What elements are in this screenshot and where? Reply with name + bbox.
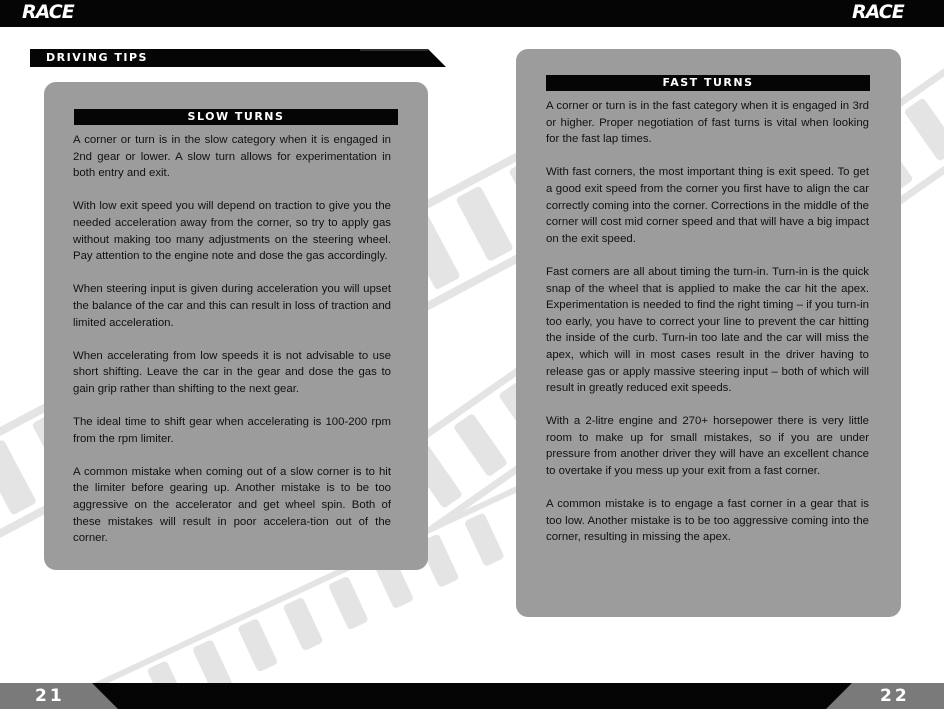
slow-turns-heading: SLOW TURNS [74,109,398,125]
paragraph: A corner or turn is in the fast category when it is engaged in 3rd or higher. Proper negotiation of fast turns is vital when looking for the fast lap times. [546,100,869,146]
page-number-right [824,683,944,709]
paragraph: A common mistake when coming out of a slow corner is to hit the limiter before gearing up. Another mistake is to be too aggressive on the accelerator and get wheel spin. Both of these mistakes will result in poor accelera-tion out of the corner. [73,465,391,545]
section-header [30,49,446,67]
logo-left-text: RACE [22,1,74,23]
fast-turns-panel [516,49,901,617]
fast-turns-heading: FAST TURNS [546,75,870,91]
paragraph: When accelerating from low speeds it is not advisable to use short shifting. Leave the car in the gear and dose the gas to gain grip rather than shifting to the next gear. [73,349,391,395]
section-title: DRIVING TIPS [46,51,148,64]
bottom-bar [0,683,944,709]
paragraph: With fast corners, the most important thing is exit speed. To get a good exit speed from the corner you first have to align the car correctly coming into the corner. Corrections in the middle of the corner will cost mid corner speed and that will have a big impact on the exit speed. [546,166,869,245]
paragraph: A common mistake is to engage a fast corner in a gear that is too low. Another mistake is to be too aggressive coming into the corner, resulting in missing the apex. [546,498,869,544]
paragraph: With low exit speed you will depend on traction to give you the needed acceleration away from the corner, so try to apply gas without making too many adjustments on the steering wheel. Pay attention to the engine note and dose the gas accordingly. [73,200,391,263]
slow-turns-body [73,132,391,547]
logo-right-text: RACE [852,1,904,23]
paragraph: When steering input is given during acceleration you will upset the balance of the car and this can result in loss of traction and limited acceleration. [73,283,391,329]
paragraph: A corner or turn is in the slow category when it is engaged in 2nd gear or lower. A slow turn allows for experimentation in both entry and exit. [73,134,391,180]
paragraph: Fast corners are all about timing the turn-in. Turn-in is the quick snap of the wheel that is applied to make the car hit the apex. Experimentation is needed to find the right timing – if you turn-in too early, you have to correct your line to prevent the car hitting the inside of the curb. Turn-in too late and the car will miss the apex, which will in most cases result in the driver having to release gas or apply massive steering input – both of which will result in greatly reduced exit speeds. [546,265,869,395]
paragraph: With a 2-litre engine and 270+ horsepower there is very little room to make up for small mistakes, so if you are under pressure from another driver they will have an excellent chance to overtake if you mess up your exit from a fast corner. [546,415,869,478]
slow-turns-panel [44,82,428,570]
race-logo-right [852,3,904,22]
fast-turns-body [546,98,869,546]
page-number-left [0,683,120,709]
page-number-right-text: 22 [880,686,910,706]
page-number-left-text: 21 [35,686,65,706]
race-logo-left [22,3,74,22]
paragraph: The ideal time to shift gear when accelerating is 100-200 rpm from the rpm limiter. [73,416,391,445]
top-bar [0,0,944,27]
